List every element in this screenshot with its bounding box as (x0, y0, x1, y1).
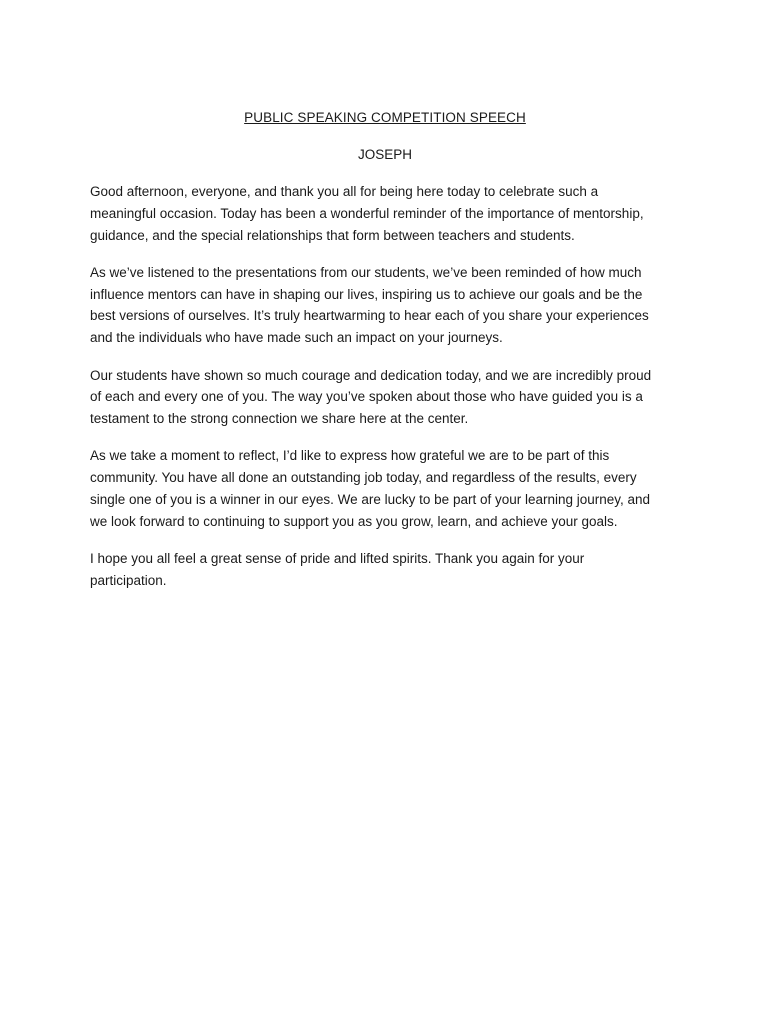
text-line: single one of you is a winner in our eyes. We are lucky to be part of your learning journey, and (90, 492, 651, 508)
paragraph-2 (90, 262, 680, 349)
text-line: As we’ve listened to the presentations from our students, we’ve been reminded of how much (90, 264, 642, 280)
text-line: influence mentors can have in shaping our lives, inspiring us to achieve our goals and be the (90, 286, 643, 302)
text-line: of each and every one of you. The way you’ve spoken about those who have guided you is a (90, 389, 643, 405)
paragraph-5 (90, 548, 680, 592)
text-line: participation. (90, 572, 167, 588)
text-line: we look forward to continuing to support you as you grow, learn, and achieve your goals. (90, 513, 618, 529)
text-line: Good afternoon, everyone, and thank you all for being here today to celebrate such a (90, 184, 599, 199)
text-line: community. You have all done an outstanding job today, and regardless of the results, every (90, 470, 637, 486)
text-line: testament to the strong connection we share here at the center. (90, 411, 469, 427)
text-line: meaningful occasion. Today has been a wonderful reminder of the importance of mentorship, (90, 205, 644, 221)
text-line: I hope you all feel a great sense of pride and lifted spirits. Thank you again for your (90, 551, 585, 567)
paragraph-4 (90, 445, 680, 532)
text-line: guidance, and the special relationships that form between teachers and students. (90, 227, 575, 243)
text-line: and the individuals who have made such an impact on your journeys. (90, 330, 503, 346)
paragraph-3 (90, 365, 680, 430)
author-name: JOSEPH (357, 147, 412, 162)
text-line: Our students have shown so much courage and dedication today, and we are incredibly proud (90, 367, 652, 383)
text-line: As we take a moment to reflect, I’d like to express how grateful we are to be part of this (90, 448, 610, 464)
document-title: PUBLIC SPEAKING COMPETITION SPEECH (244, 110, 526, 125)
document-body (90, 108, 680, 607)
paragraph-1 (90, 181, 680, 246)
text-line: best versions of ourselves. It’s truly heartwarming to hear each of you share your experiences (90, 308, 649, 324)
